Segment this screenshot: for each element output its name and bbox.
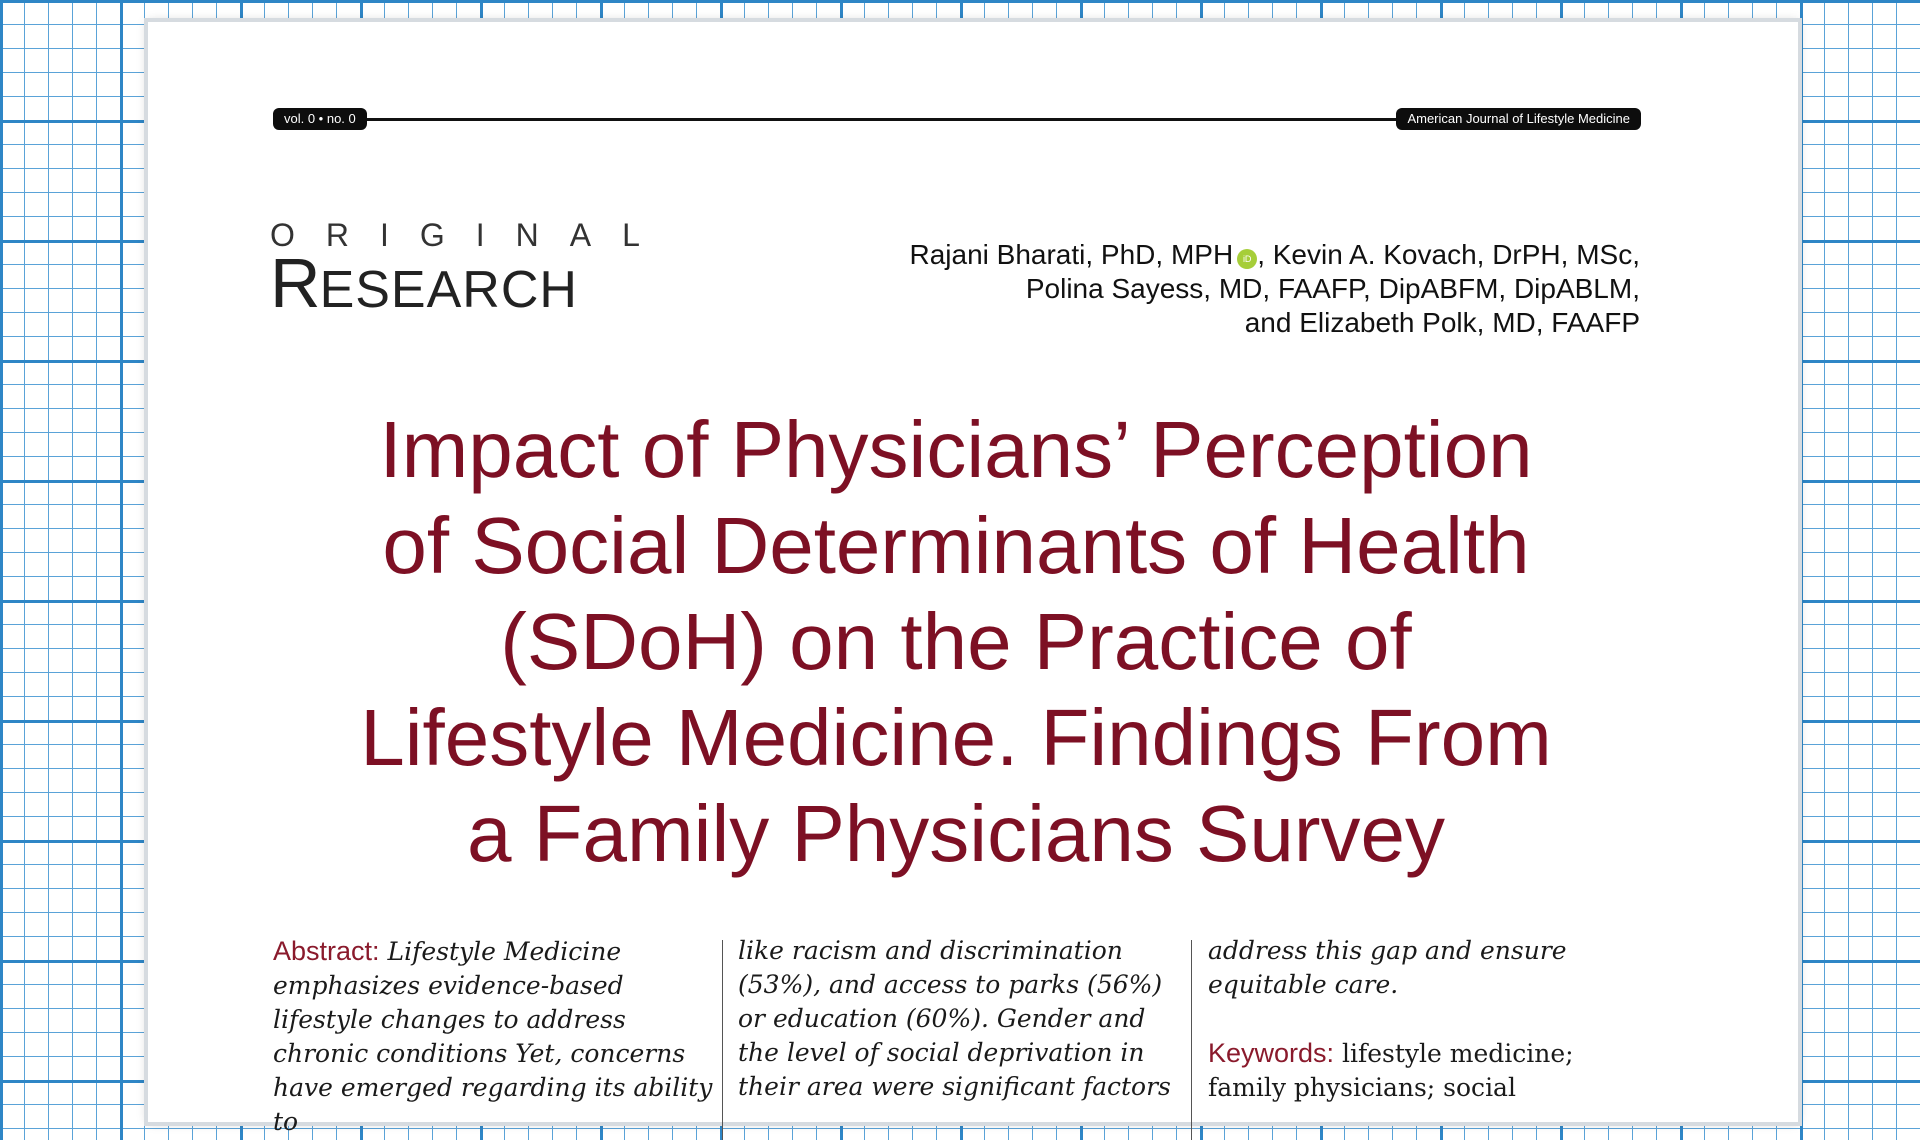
keywords-label: Keywords: <box>1208 1038 1335 1068</box>
logo-original-text: ORIGINAL <box>270 217 671 253</box>
author-line-1 <box>740 238 1640 272</box>
column-divider <box>1191 940 1192 1140</box>
abstract-text-1: Lifestyle Medicine emphasizes evidence-based lifestyle changes to address chronic conditions Yet, concerns have emerged regarding its ability to <box>273 937 713 1136</box>
author-line-2: Polina Sayess, MD, FAAFP, DipABFM, DipABLM, <box>1025 273 1640 304</box>
title-line: Impact of Physicians’ Perception <box>379 405 1533 494</box>
journal-name: American Journal of Lifestyle Medicine <box>1396 108 1641 130</box>
abstract-text-3: address this gap and ensure equitable care. <box>1208 936 1567 999</box>
title-line: (SDoH) on the Practice of <box>500 597 1412 686</box>
article-page <box>148 22 1798 1136</box>
title-line: Lifestyle Medicine. Findings From <box>360 693 1552 782</box>
article-title <box>270 402 1642 882</box>
column-divider <box>722 940 723 1140</box>
keywords <box>1208 1036 1648 1105</box>
title-line: of Social Determinants of Health <box>382 501 1530 590</box>
author-bharati: Rajani Bharati, PhD, MPH <box>909 239 1234 270</box>
keywords-text: lifestyle medicine; family physicians; social <box>1208 1039 1574 1102</box>
author-kovach: , Kevin A. Kovach, DrPH, MSc, <box>1257 239 1640 270</box>
abstract-text-2: like racism and discrimination (53%), and access to parks (56%) or education (60%). Gender and the level of social deprivation in their area were significant factors <box>738 936 1171 1101</box>
orcid-icon[interactable]: iD <box>1237 249 1257 269</box>
logo-research-text <box>270 244 660 323</box>
abstract-column-1 <box>273 934 713 1139</box>
issue-label: vol. 0 • no. 0 <box>273 108 367 130</box>
author-list <box>740 238 1640 340</box>
author-line-3: and Elizabeth Polk, MD, FAAFP <box>1244 307 1640 338</box>
abstract-column-2 <box>738 934 1178 1104</box>
logo-research-initial: R <box>270 244 320 322</box>
title-line: a Family Physicians Survey <box>466 789 1446 878</box>
original-research-logo <box>270 217 671 323</box>
abstract-label: Abstract: <box>273 936 380 966</box>
logo-research-rest: ESEARCH <box>319 261 578 319</box>
abstract-column-3 <box>1208 934 1648 1105</box>
